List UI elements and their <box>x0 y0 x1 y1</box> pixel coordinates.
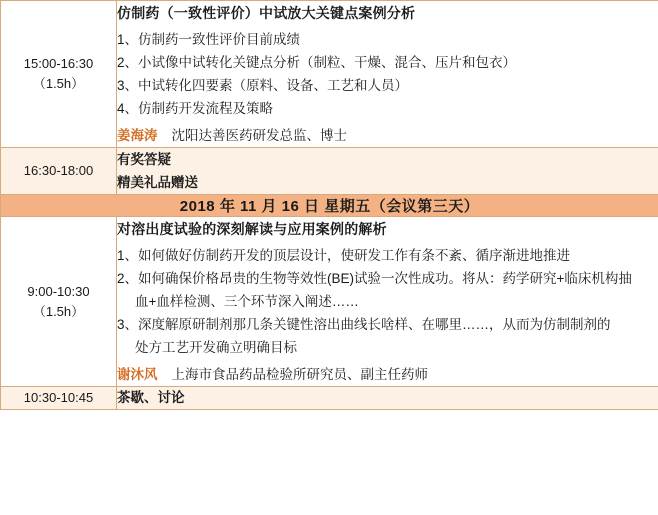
session-duration: （1.5h） <box>32 303 85 319</box>
session-item: 3、中试转化四要素（原料、设备、工艺和人员） <box>117 78 409 93</box>
qa-line-1: 有奖答疑 <box>117 152 171 167</box>
speaker-affiliation: 沈阳达善医药研发总监、博士 <box>171 128 347 143</box>
session-content-cell <box>117 1 658 148</box>
session-item: 1、仿制药一致性评价目前成绩 <box>117 32 301 47</box>
table-row <box>1 1 658 148</box>
session-item: 2、小试像中试转化关键点分析（制粒、干燥、混合、压片和包衣） <box>117 55 517 70</box>
session-time: 15:00-16:30 <box>23 56 94 71</box>
session-item: 处方工艺开发确立明确目标 <box>135 340 297 355</box>
session-item: 1、如何做好仿制药开发的顶层设计，使研发工作有条不紊、循序渐进地推进 <box>117 248 571 263</box>
qa-time: 16:30-18:00 <box>23 163 94 178</box>
session-item: 4、仿制药开发流程及策略 <box>117 101 274 116</box>
session-time: 9:00-10:30 <box>27 283 90 299</box>
session-time-cell <box>1 217 117 387</box>
table-row <box>1 148 658 195</box>
break-time-cell <box>1 387 117 410</box>
break-content-cell: 茶歇、讨论 <box>117 387 658 410</box>
qa-line-2: 精美礼品赠送 <box>117 175 198 190</box>
table-row <box>1 387 658 410</box>
session-speaker <box>117 124 658 147</box>
session-content-cell <box>117 217 658 387</box>
qa-content-cell <box>117 148 658 195</box>
day-banner-row <box>1 195 658 217</box>
speaker-name: 谢沐风 <box>117 367 158 382</box>
qa-time-cell <box>1 148 117 195</box>
break-time: 10:30-10:45 <box>23 390 94 405</box>
session-item: 血+血样检测、三个环节深入阐述…… <box>135 294 359 309</box>
session-title: 对溶出度试验的深刻解读与应用案例的解析 <box>117 221 387 237</box>
session-item: 2、如何确保价格昂贵的生物等效性(BE)试验一次性成功。将从：药学研究+临床机构抽 <box>117 271 632 286</box>
session-duration: （1.5h） <box>32 76 85 91</box>
speaker-affiliation: 上海市食品药品检验所研究员、副主任药师 <box>171 367 428 382</box>
session-time-cell <box>1 1 117 148</box>
speaker-name: 姜海涛 <box>117 128 158 143</box>
table-row <box>1 217 658 387</box>
session-speaker <box>117 363 658 386</box>
session-title: 仿制药（一致性评价）中试放大关键点案例分析 <box>117 5 416 21</box>
day-banner-cell: 2018 年 11 月 16 日 星期五（会议第三天） <box>1 195 658 217</box>
session-item: 3、深度解原研制剂那几条关键性溶出曲线长啥样、在哪里……，从而为仿制制剂的 <box>117 317 611 332</box>
